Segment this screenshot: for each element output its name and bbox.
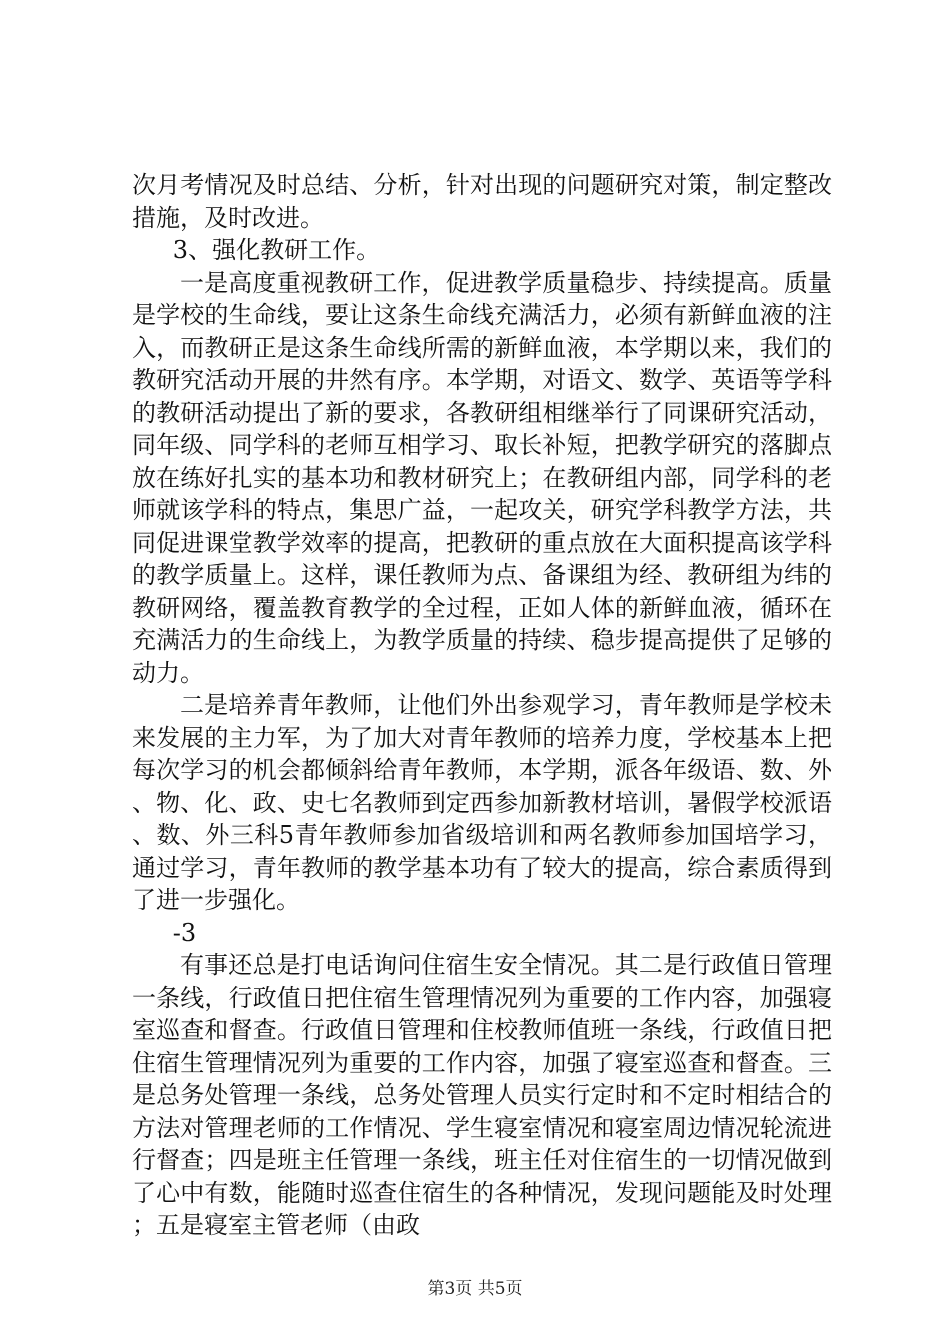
paragraph-dormitory-management: 有事还总是打电话询问住宿生安全情况。其二是行政值日管理一条线，行政值日把住宿生管理情况列为重要的工作内容，加强寝室巡查和督查。行政值日管理和住校教师值班一条线，行政值日把住宿生管理情况列为重要的工作内容，加强了寝室巡查和督查。三是总务处管理一条线，总务处管理人员实行定时和不定时相结合的方法对管理老师的工作情况、学生寝室情况和寝室周边情况轮流进行督查；四是班主任管理一条线，班主任对住宿生的一切情况做到了心中有数，能随时巡查住宿生的各种情况，发现问题能及时处理；五是寝室主管老师（由政	[132, 951, 832, 1239]
inline-page-marker: -3	[172, 918, 197, 947]
paragraph-continuation: 次月考情况及时总结、分析，针对出现的问题研究对策，制定整改措施，及时改进。	[132, 171, 832, 232]
paragraph-research-emphasis: 一是高度重视教研工作，促进教学质量稳步、持续提高。质量是学校的生命线，要让这条生命线充满活力，必须有新鲜血液的注入，而教研正是这条生命线所需的新鲜血液，本学期以来，我们的教研究活动开展的井然有序。本学期，对语文、数学、英语等学科的教研活动提出了新的要求，各教研组相继举行了同课研究活动，同年级、同学科的老师互相学习、取长补短，把教学研究的落脚点放在练好扎实的基本功和教材研究上；在教研组内部，同学科的老师就该学科的特点，集思广益，一起攻关，研究学科教学方法，共同促进课堂教学效率的提高，把教研的重点放在大面积提高该学科的教学质量上。这样，课任教师为点、备课组为经、教研组为纬的教研网络，覆盖教育教学的全过程，正如人体的新鲜血液，循环在充满活力的生命线上，为教学质量的持续、稳步提高提供了足够的动力。	[132, 268, 832, 687]
page-footer: 第3页 共5页	[427, 1279, 523, 1299]
section-heading-research: 3、强化教研工作。	[172, 236, 381, 264]
paragraph-young-teachers: 二是培养青年教师，让他们外出参观学习，青年教师是学校未来发展的主力军，为了加大对青年教师的培养力度，学校基本上把每次学习的机会都倾斜给青年教师，本学期，派各年级语、数、外、物、化、政、史七名教师到定西参加新教材培训，暑假学校派语、数、外三科5青年教师参加省级培训和两名教师参加国培学习，通过学习，青年教师的教学基本功有了较大的提高，综合素质得到了进一步强化。	[132, 691, 832, 914]
document-body	[132, 169, 832, 1242]
